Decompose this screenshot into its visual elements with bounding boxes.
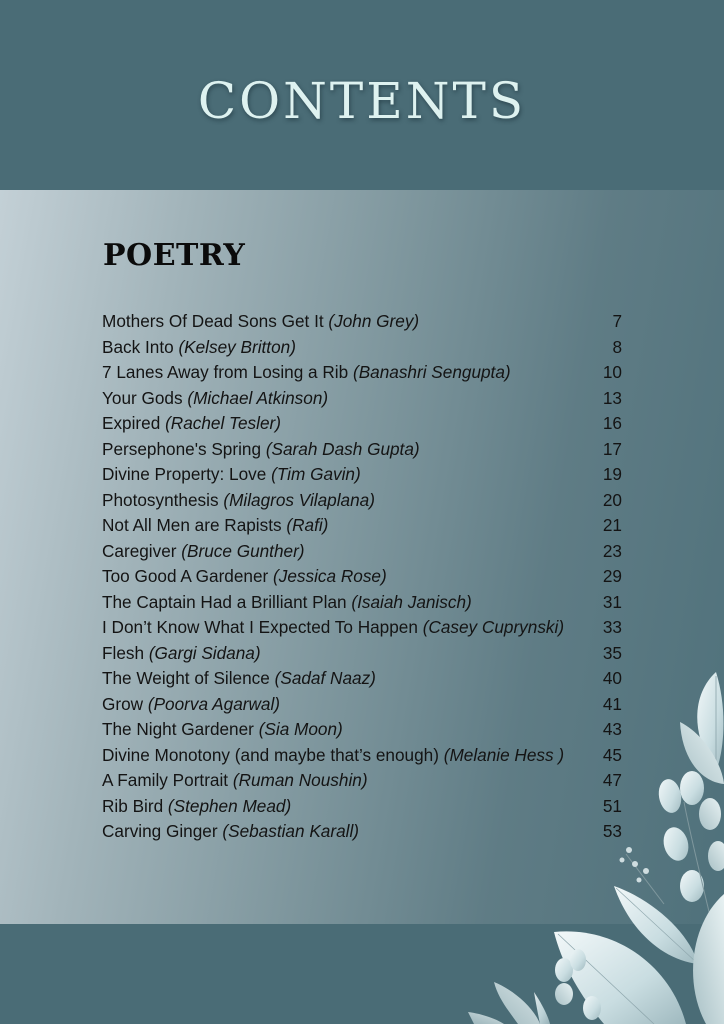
entry-page: 47 bbox=[602, 770, 622, 790]
toc-entry[interactable] bbox=[102, 539, 622, 565]
toc-entry[interactable] bbox=[102, 335, 622, 361]
entry-title: The Captain Had a Brilliant Plan bbox=[102, 591, 347, 612]
entry-page: 43 bbox=[602, 719, 622, 739]
entry-page: 33 bbox=[602, 617, 622, 637]
entry-author: (Casey Cuprynski) bbox=[422, 617, 565, 637]
toc-entry[interactable] bbox=[102, 360, 622, 386]
entry-page: 10 bbox=[602, 362, 622, 382]
toc-entry[interactable] bbox=[102, 513, 622, 539]
entry-title: Rib Bird bbox=[102, 795, 164, 816]
entry-author: (Michael Atkinson) bbox=[187, 387, 329, 408]
toc-entry[interactable] bbox=[102, 488, 622, 514]
entry-title: Not All Men are Rapists bbox=[102, 515, 282, 535]
toc-entry[interactable] bbox=[102, 462, 622, 488]
page-title: CONTENTS bbox=[197, 72, 527, 130]
entry-title: Caregiver bbox=[102, 540, 177, 561]
entry-page: 19 bbox=[602, 464, 622, 484]
entry-title: Mothers Of Dead Sons Get It bbox=[102, 311, 324, 331]
toc-entry[interactable] bbox=[102, 309, 622, 335]
entry-page: 20 bbox=[602, 489, 622, 510]
entry-title: The Night Gardener bbox=[102, 719, 254, 739]
entry-page: 7 bbox=[612, 311, 622, 331]
entry-author: (Melanie Hess ) bbox=[443, 744, 565, 765]
entry-author: (Milagros Vilaplana) bbox=[223, 489, 375, 510]
entry-title: Photosynthesis bbox=[102, 489, 219, 510]
entry-title: Expired bbox=[102, 413, 161, 433]
entry-page: 45 bbox=[602, 744, 622, 765]
entry-title: The Weight of Silence bbox=[102, 668, 270, 688]
entry-title: Divine Property: Love bbox=[102, 464, 267, 484]
entry-author: (Sebastian Karall) bbox=[222, 821, 359, 841]
entry-page: 13 bbox=[602, 387, 622, 408]
entry-title: Back Into bbox=[102, 336, 174, 357]
entry-title: I Don’t Know What I Expected To Happen bbox=[102, 617, 418, 637]
entry-author: (John Grey) bbox=[328, 311, 420, 331]
entry-page: 29 bbox=[602, 566, 622, 586]
entry-page: 21 bbox=[602, 515, 622, 535]
entry-title: A Family Portrait bbox=[102, 770, 229, 790]
entry-title: Carving Ginger bbox=[102, 821, 218, 841]
toc-entry[interactable] bbox=[102, 641, 622, 667]
toc-entry[interactable] bbox=[102, 437, 622, 463]
entry-page: 16 bbox=[602, 413, 622, 433]
entry-author: (Kelsey Britton) bbox=[178, 336, 296, 357]
entry-author: (Isaiah Janisch) bbox=[351, 591, 472, 612]
entry-author: (Gargi Sidana) bbox=[148, 642, 261, 663]
toc-entry[interactable] bbox=[102, 590, 622, 616]
foliage-illustration-icon bbox=[454, 664, 724, 1024]
entry-title: 7 Lanes Away from Losing a Rib bbox=[102, 362, 349, 382]
entry-page: 8 bbox=[612, 336, 622, 357]
toc-entry[interactable] bbox=[102, 564, 622, 590]
entry-author: (Sadaf Naaz) bbox=[274, 668, 376, 688]
entry-author: (Poorva Agarwal) bbox=[147, 693, 280, 714]
entry-title: Grow bbox=[102, 693, 144, 714]
entry-author: (Sarah Dash Gupta) bbox=[265, 438, 420, 459]
toc-entry[interactable] bbox=[102, 615, 622, 641]
entry-page: 51 bbox=[602, 795, 622, 816]
entry-author: (Tim Gavin) bbox=[271, 464, 361, 484]
entry-title: Divine Monotony (and maybe that’s enough) bbox=[102, 744, 439, 765]
entry-page: 53 bbox=[602, 821, 622, 841]
entry-title: Flesh bbox=[102, 642, 145, 663]
entry-page: 23 bbox=[602, 540, 622, 561]
entry-title: Persephone's Spring bbox=[102, 438, 262, 459]
entry-title: Too Good A Gardener bbox=[102, 566, 269, 586]
entry-page: 31 bbox=[602, 591, 622, 612]
entry-author: (Rachel Tesler) bbox=[165, 413, 281, 433]
header-band bbox=[0, 0, 724, 190]
entry-title: Your Gods bbox=[102, 387, 183, 408]
toc-entry[interactable] bbox=[102, 386, 622, 412]
entry-author: (Stephen Mead) bbox=[167, 795, 292, 816]
entry-author: (Sia Moon) bbox=[258, 719, 343, 739]
entry-author: (Jessica Rose) bbox=[273, 566, 387, 586]
entry-page: 35 bbox=[602, 642, 622, 663]
entry-page: 40 bbox=[602, 668, 622, 688]
entry-page: 41 bbox=[602, 693, 622, 714]
entry-page: 17 bbox=[602, 438, 622, 459]
entry-author: (Rafi) bbox=[286, 515, 329, 535]
toc-entry[interactable] bbox=[102, 411, 622, 437]
section-heading: POETRY bbox=[103, 238, 246, 273]
entry-author: (Bruce Gunther) bbox=[181, 540, 305, 561]
entry-author: (Banashri Sengupta) bbox=[352, 362, 511, 382]
entry-author: (Ruman Noushin) bbox=[232, 770, 368, 790]
